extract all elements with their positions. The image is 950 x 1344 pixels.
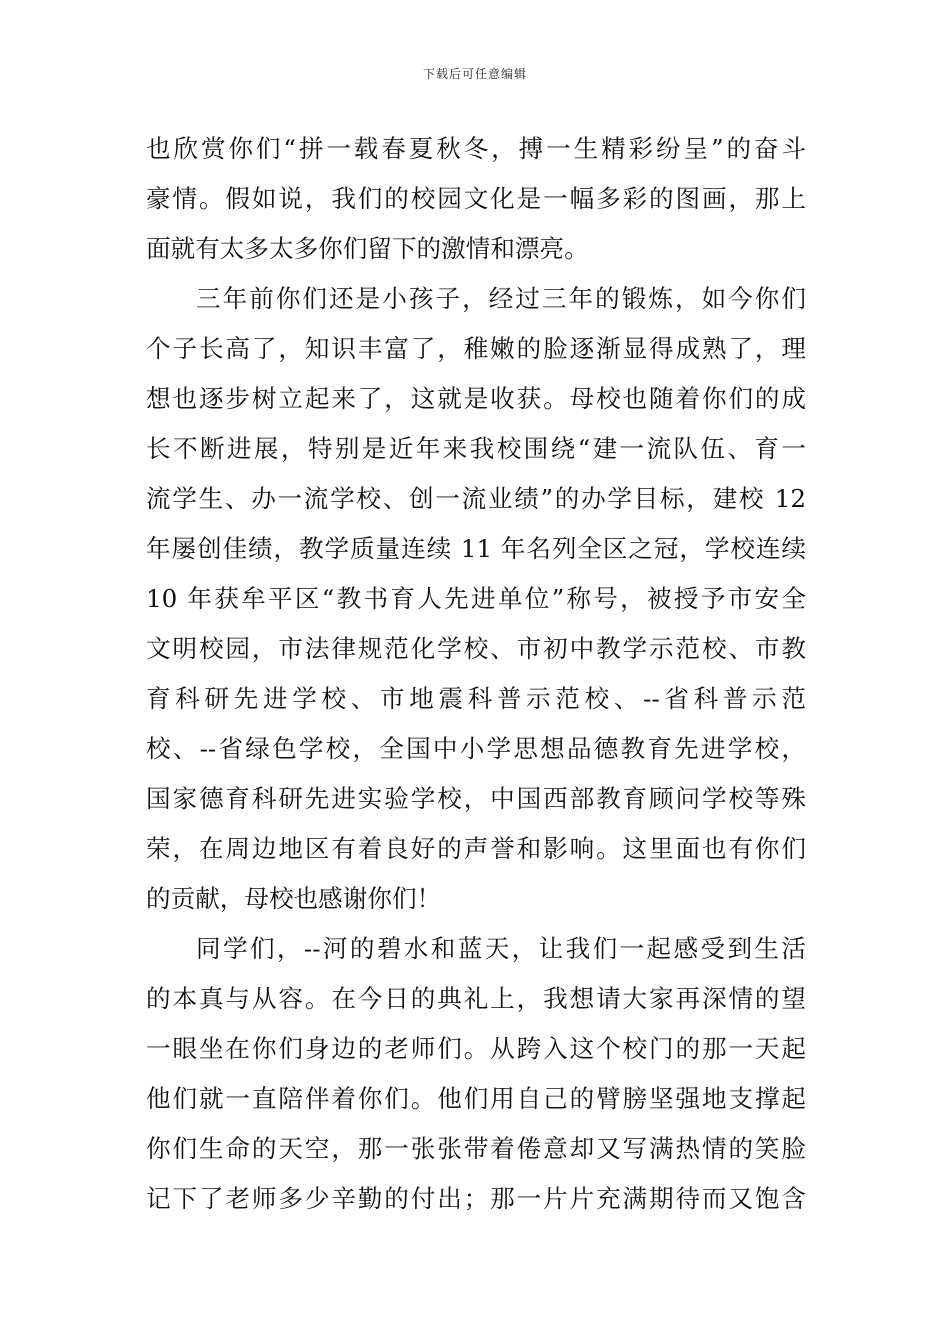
text-line: 文明校园，市法律规范化学校、市初中教学示范校、市教	[146, 634, 806, 663]
text-line: 校、--省绿色学校，全国中小学思想品德教育先进学校，	[146, 734, 806, 763]
text-line: 面就有太多太多你们留下的激情和漂亮。	[146, 234, 589, 263]
text-line: 长不断进展，特别是近年来我校围绕“建一流队伍、育一	[146, 434, 806, 463]
text-line: 豪情。假如说，我们的校园文化是一幅多彩的图画，那上	[146, 184, 806, 213]
text-line: 的本真与从容。在今日的典礼上，我想请大家再深情的望	[146, 984, 806, 1013]
text-line: 个子长高了，知识丰富了，稚嫩的脸逐渐显得成熟了，理	[146, 334, 806, 363]
text-line: 记下了老师多少辛勤的付出；那一片片充满期待而又饱含	[146, 1184, 806, 1213]
text-line: 他们就一直陪伴着你们。他们用自己的臂膀坚强地支撑起	[146, 1084, 806, 1113]
text-line: 年屡创佳绩，教学质量连续 11 年名列全区之冠，学校连续	[146, 534, 806, 563]
text-line: 你们生命的天空，那一张张带着倦意却又写满热情的笑脸	[146, 1134, 806, 1163]
text-line: 也欣赏你们“拼一载春夏秋冬，搏一生精彩纷呈”的奋斗	[146, 134, 806, 163]
text-line: 想也逐步树立起来了，这就是收获。母校也随着你们的成	[146, 384, 806, 413]
page-header: 下载后可任意编辑	[422, 67, 527, 81]
text-line: 10 年获牟平区“教书育人先进单位”称号，被授予市安全	[146, 584, 806, 613]
text-line: 荣，在周边地区有着良好的声誉和影响。这里面也有你们	[146, 834, 806, 863]
text-line: 国家德育科研先进实验学校，中国西部教育顾问学校等殊	[146, 784, 806, 813]
document-body	[146, 124, 806, 1224]
text-line: 流学生、办一流学校、创一流业绩”的办学目标，建校 12	[146, 484, 806, 513]
text-line: 育科研先进学校、市地震科普示范校、--省科普示范	[146, 684, 806, 713]
text-line: 的贡献，母校也感谢你们！	[146, 884, 442, 913]
text-line: 一眼坐在你们身边的老师们。从跨入这个校门的那一天起	[146, 1034, 806, 1063]
paragraph-first-line: 同学们，--河的碧水和蓝天，让我们一起感受到生活	[196, 934, 806, 963]
paragraph-first-line: 三年前你们还是小孩子，经过三年的锻炼，如今你们	[196, 284, 806, 313]
